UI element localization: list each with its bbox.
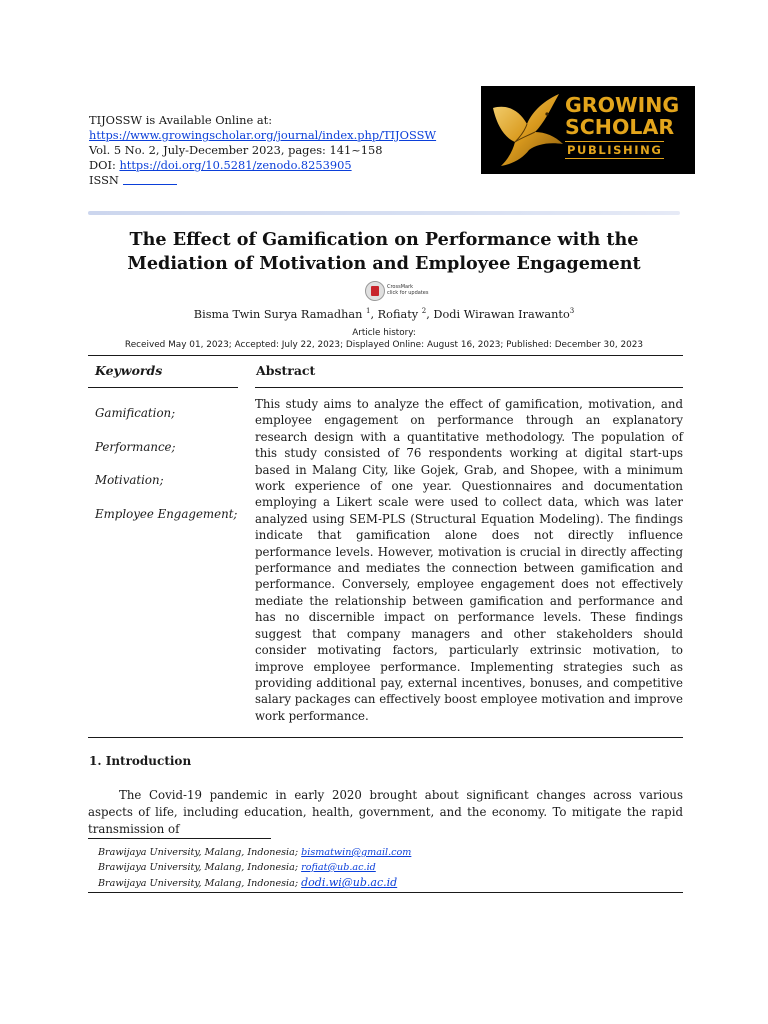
keywords-rule (88, 387, 238, 388)
journal-url-link[interactable]: https://www.growingscholar.org/journal/index.php/TIJOSSW (89, 128, 437, 142)
keywords-list (95, 405, 237, 539)
abstract-heading: Abstract (256, 363, 316, 378)
footnote-affil-text: Brawijaya University, Malang, Indonesia; (98, 862, 302, 873)
crossmark-sublabel: click for updates (387, 290, 429, 296)
email-link[interactable]: dodi.wi@ub.ac.id (301, 876, 398, 889)
author-name: , Rofiaty (370, 307, 422, 321)
availability-text: TIJOSSW is Available Online at: (89, 113, 273, 127)
footnote-affiliation (98, 861, 376, 875)
bird-icon (485, 88, 569, 172)
logo-line-scholar: SCHOLAR (565, 115, 675, 139)
bottom-rule (88, 737, 683, 738)
introduction-heading: 1. Introduction (89, 754, 192, 768)
introduction-text: The Covid-19 pandemic in early 2020 brought about significant changes across various aspects of life, including education, health, government, and the economy. To mitigate the rapid transmission of (88, 788, 683, 836)
keyword-item: Motivation; (95, 473, 164, 487)
header-divider (88, 211, 680, 215)
issn-blank-link[interactable] (123, 174, 177, 185)
author-affil-marker: 3 (569, 307, 575, 315)
email-link[interactable]: rofiat@ub.ac.id (301, 862, 376, 873)
volume-info: Vol. 5 No. 2, July-December 2023, pages: 141~158 (89, 143, 383, 157)
issn-label: ISSN (89, 173, 119, 187)
author-affil-marker: 2 (421, 307, 427, 315)
author-affil-marker: 1 (366, 307, 371, 315)
publisher-logo (481, 86, 695, 174)
footnote-affil-text: Brawijaya University, Malang, Indonesia; (98, 878, 302, 889)
author-list (88, 303, 680, 323)
logo-line-growing: GROWING (565, 93, 680, 117)
doi-label: DOI: (89, 158, 120, 172)
crossmark-label: CrossMark (387, 284, 414, 290)
article-history-dates: Received May 01, 2023; Accepted: July 22, 2023; Displayed Online: August 16, 2023; Published: December 30, 2023 (124, 340, 644, 350)
footnote-rule (88, 838, 271, 839)
footnote-affiliation (98, 846, 411, 860)
crossmark-badge[interactable] (365, 281, 429, 301)
author-name: Bisma Twin Surya Ramadhan (193, 307, 366, 321)
keyword-item: Gamification; (95, 406, 176, 420)
email-link[interactable]: bismatwin@gmail.com (301, 847, 412, 858)
keyword-item: Performance; (95, 439, 176, 454)
footnote-end-rule (88, 892, 683, 893)
top-rule (88, 355, 683, 356)
abstract-text: This study aims to analyze the effect of gamification, motivation, and employee engagement on performance through an explanatory research design with a quantitative methodology. The population of this study consisted of 76 respondents working at digital start-ups based in Malang City, like Gojek, Grab, and Shopee, with a minimum work experience of one year. Questionnaires and documentation employing a Likert scale were used to collect data, which was later analyzed using SEM-PLS (Structural Equation Modeling). The findings indicate that gamification alone does not directly influence performance levels. However, motivation is crucial in directly affecting performance and mediates the connection between gamification and performance. Conversely, employee engagement does not effectively mediate the relationship between gamification and performance and has no discernible impact on performance levels. These findings suggest that company managers and other stakeholders should consider motivating factors, particularly extrinsic motivation, to improve employee performance. Implementing strategies such as providing additional pay, external incentives, bonuses, and competitive salary packages can effectively boost employee motivation and improve work performance. (255, 397, 683, 723)
footnote-affil-text: Brawijaya University, Malang, Indonesia; (98, 847, 302, 858)
article-history-label: Article history: (352, 328, 416, 338)
abstract-rule (255, 387, 683, 388)
footnote-affiliation (98, 876, 397, 891)
crossmark-icon (365, 281, 385, 301)
logo-line-publishing: PUBLISHING (567, 143, 663, 157)
keyword-item: Employee Engagement; (95, 506, 238, 521)
journal-info (89, 113, 449, 188)
author-name: , Dodi Wirawan Irawanto (426, 307, 570, 321)
article-title: The Effect of Gamification on Performance with the Mediation of Motivation and Employee Engagement (127, 229, 641, 274)
doi-link[interactable]: https://doi.org/10.5281/zenodo.8253905 (119, 158, 352, 172)
keywords-heading: Keywords (95, 363, 163, 378)
